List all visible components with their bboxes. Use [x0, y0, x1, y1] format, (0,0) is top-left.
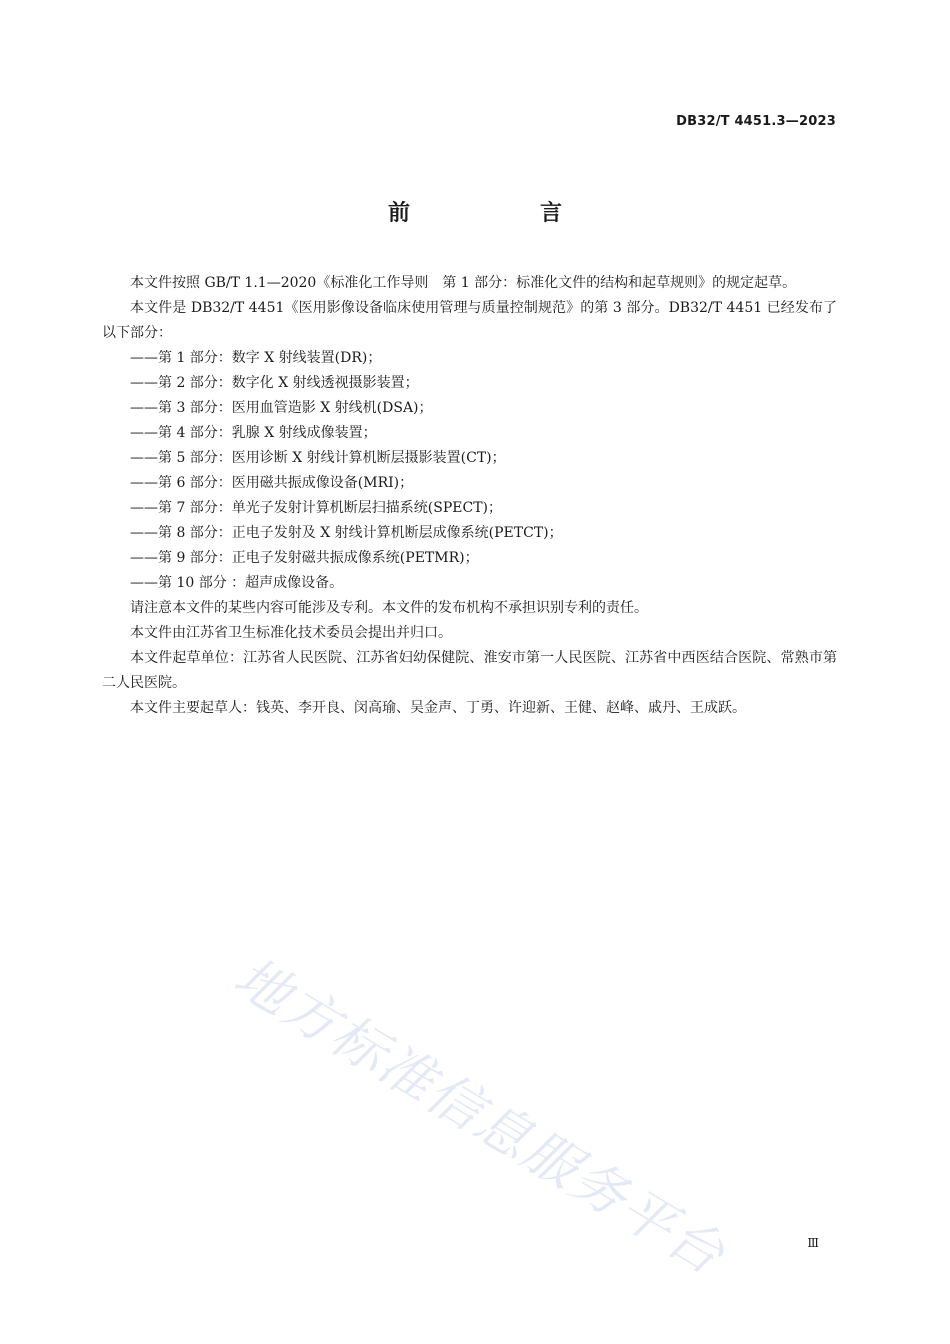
list-item: ——第 8 部分：正电子发射及 X 射线计算机断层成像系统(PETCT)；	[130, 525, 563, 541]
document-code: DB32/T 4451.3—2023	[676, 114, 836, 129]
list-item: ——第 1 部分：数字 X 射线装置(DR)；	[130, 350, 382, 366]
list-item: ——第 9 部分：正电子发射磁共振成像系统(PETMR)；	[130, 550, 479, 566]
list-item: ——第 10 部分 ：超声成像设备。	[130, 575, 344, 591]
list-item: ——第 2 部分：数字化 X 射线透视摄影装置；	[130, 375, 419, 391]
paragraph-proposer: 本文件由江苏省卫生标准化技术委员会提出并归口。	[130, 625, 452, 641]
paragraph-drafters: 本文件主要起草人：钱英、李开良、闵高瑜、吴金声、丁勇、许迎新、王健、赵峰、戚丹、王成跃。	[130, 700, 746, 716]
list-item: ——第 3 部分：医用血管造影 X 射线机(DSA)；	[130, 400, 433, 416]
section-title: 前 言	[387, 201, 616, 226]
paragraph-drafting-rules: 本文件按照 GB/T 1.1—2020《标准化工作导则 第 1 部分：标准化文件的结构和起草规则》的规定起草。	[130, 275, 797, 291]
watermark-text: 地方标准信息服务平台	[223, 944, 737, 1288]
list-item: ——第 5 部分：医用诊断 X 射线计算机断层摄影装置(CT)；	[130, 450, 506, 466]
parts-list	[102, 346, 837, 596]
list-item: ——第 6 部分：医用磁共振成像设备(MRI)；	[130, 475, 414, 491]
list-item: ——第 4 部分：乳腺 X 射线成像装置；	[130, 425, 377, 441]
paragraph-patent-notice: 请注意本文件的某些内容可能涉及专利。本文件的发布机构不承担识别专利的责任。	[130, 600, 648, 616]
page-number: Ⅲ	[807, 1236, 818, 1250]
paragraph-series-intro: 本文件是 DB32/T 4451《医用影像设备临床使用管理与质量控制规范》的第 3 部分。DB32/T 4451 已经发布了以下部分：	[102, 300, 837, 341]
foreword-body	[102, 271, 837, 721]
list-item: ——第 7 部分：单光子发射计算机断层扫描系统(SPECT)；	[130, 500, 503, 516]
paragraph-drafting-units: 本文件起草单位：江苏省人民医院、江苏省妇幼保健院、淮安市第一人民医院、江苏省中西医结合医院、常熟市第二人民医院。	[102, 650, 837, 691]
